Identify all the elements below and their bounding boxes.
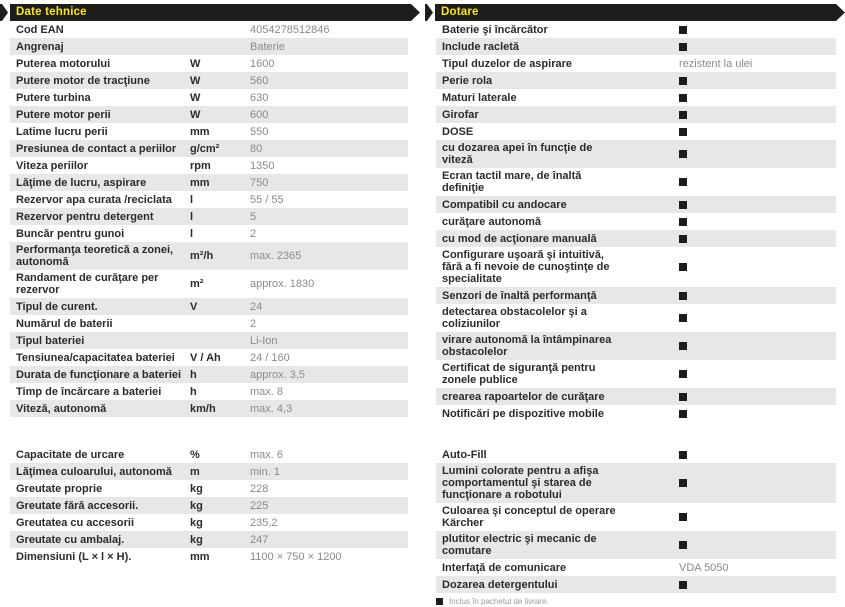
equipment-table [436,21,836,422]
row-label: Putere motor perii [16,108,111,121]
feature-row [436,388,836,405]
black-square-icon [679,513,687,521]
row-value: 1350 [250,159,275,172]
spec-row [10,548,408,565]
row-label: curăţare autonomă [442,215,542,228]
spec-row [10,332,408,349]
row-label: Compatibil cu andocare [442,198,567,211]
row-value: 24 [250,300,263,313]
row-included-cell [679,314,836,322]
row-unit: m²/h [190,250,214,262]
row-value: 750 [250,176,269,189]
row-included-cell [679,410,836,418]
row-label: Cod EAN [16,23,64,36]
black-square-icon [679,235,687,243]
row-label: Senzori de înaltă performanţă [442,289,597,302]
row-label: plutitor electric şi mecanic de comutare [442,533,597,557]
row-unit: m² [190,278,204,290]
spec-row [10,21,408,38]
row-label: Angrenaj [16,40,64,53]
feature-row [436,213,836,230]
row-value: 630 [250,91,269,104]
spec-row [10,463,408,480]
row-value: min. 1 [250,465,280,478]
equipment-section [425,4,845,606]
black-square-icon [679,26,687,34]
row-value: 80 [250,142,263,155]
row-label: Rezervor pentru detergent [16,210,154,223]
spec-row [10,349,408,366]
row-label: Maturi laterale [442,91,517,104]
row-value: 1600 [250,57,275,70]
row-label: Greutate proprie [16,482,103,495]
row-label: Culoarea şi conceptul de operare Kärcher [442,505,616,529]
row-value: max. 4,3 [250,402,293,415]
row-unit: W [190,74,201,87]
row-included-cell [679,26,836,34]
feature-row [436,38,836,55]
row-label: Presiunea de contact a periilor [16,142,177,155]
spec-row [10,174,408,191]
row-unit: l [190,210,194,223]
row-label: Viteza periilor [16,159,88,172]
row-label: Girofar [442,108,479,121]
row-label: Greutate cu ambalaj. [16,533,125,546]
row-unit: kg [190,499,203,512]
feature-row [436,360,836,388]
row-included-cell [679,178,836,186]
row-unit: g/cm² [190,142,220,155]
row-label: Configurare uşoară şi intuitivă, fără a fi nevoie de cunoştinţe de specialitate [442,249,610,285]
row-included-cell [679,581,836,589]
weights-dimensions-table [10,446,408,565]
included-square-icon [436,598,443,605]
row-label: Capacitate de urcare [16,448,125,461]
black-square-icon [679,581,687,589]
row-value: max. 2365 [250,250,302,262]
ribbon-bar [435,4,836,21]
row-included-cell [679,94,836,102]
row-value: Li-Ion [250,334,278,347]
row-included-cell [679,370,836,378]
row-unit: W [190,108,201,121]
row-label: Lumini colorate pentru a afişa comportamentul şi starea de funcţionare a robotului [442,465,599,501]
spec-row [10,400,408,417]
row-unit: kg [190,516,203,529]
row-value: 2 [250,227,257,240]
row-value: Baterie [250,40,285,53]
row-label: Lăţimea culoarului, autonomă [16,465,172,478]
row-unit: W [190,57,201,70]
spec-row [10,140,408,157]
ribbon-bar [10,4,411,21]
row-value: 235,2 [250,516,278,529]
row-included-cell [679,128,836,136]
feature-row [436,72,836,89]
row-unit: kg [190,482,203,495]
spec-row [10,123,408,140]
legend-footnote [436,597,845,606]
row-label: Randament de curăţare per rezervor [16,272,159,296]
row-unit: mm [190,125,210,138]
feature-row [436,531,836,559]
spec-row [10,38,408,55]
row-included-cell [679,150,836,158]
row-value: 228 [250,482,269,495]
feature-row [436,168,836,196]
ribbon-arrow-tip-icon [411,4,420,21]
spec-row [10,514,408,531]
row-unit: mm [190,550,210,563]
technical-data-section [0,4,420,565]
spec-row [10,72,408,89]
black-square-icon [679,342,687,350]
black-square-icon [679,111,687,119]
row-included-cell [679,235,836,243]
row-label: Ecran tactil mare, de înaltă definiţie [442,170,582,194]
row-label: Certificat de siguranţă pentru zonele publice [442,362,596,386]
row-label: cu mod de acţionare manuală [442,232,597,245]
row-value: 55 / 55 [250,193,284,206]
row-label: Tipul de curent. [16,300,98,313]
row-unit: V [190,300,198,313]
row-value: approx. 1830 [250,278,315,290]
row-label: Interfaţă de comunicare [442,561,567,574]
feature-row [436,106,836,123]
row-value: rezistent la ulei [679,57,753,70]
row-included-cell [679,541,836,549]
spec-row [10,270,408,298]
spec-row [10,298,408,315]
row-label: Putere turbina [16,91,91,104]
feature-row [436,287,836,304]
feature-row [436,503,836,531]
feature-row [436,576,836,593]
black-square-icon [679,263,687,271]
row-included-cell [679,342,836,350]
feature-row [436,123,836,140]
row-value: max. 6 [250,448,284,461]
feature-row [436,247,836,287]
row-label: DOSE [442,125,474,138]
spec-row [10,191,408,208]
row-unit: W [190,91,201,104]
black-square-icon [679,201,687,209]
technical-data-header-ribbon [0,4,420,21]
row-value: 24 / 160 [250,351,290,364]
row-unit: l [190,193,194,206]
feature-row [436,332,836,360]
technical-data-title: Date tehnice [16,6,87,18]
row-unit: km/h [190,402,216,415]
feature-row [436,559,836,576]
feature-row [436,196,836,213]
spec-row [10,106,408,123]
row-included-cell [679,513,836,521]
row-value: approx. 3,5 [250,368,306,381]
row-label: Putere motor de tracţiune [16,74,150,87]
row-value: 2 [250,317,257,330]
row-value: 560 [250,74,269,87]
row-label: virare autonomă la întâmpinarea obstacolelor [442,334,612,358]
row-included-cell [679,479,836,487]
black-square-icon [679,178,687,186]
equipment-title: Dotare [441,6,479,18]
row-included-cell [679,77,836,85]
row-value: 247 [250,533,269,546]
row-unit: V / Ah [190,351,221,364]
row-value: 550 [250,125,269,138]
row-label: Greutatea cu accesorii [16,516,135,529]
footnote-text: Inclus în pachetul de livrare. [449,597,549,606]
black-square-icon [679,410,687,418]
row-label: Auto-Fill [442,448,487,461]
black-square-icon [679,451,687,459]
feature-row [436,89,836,106]
row-included-cell [679,263,836,271]
row-label: Viteză, autonomă [16,402,107,415]
spec-row [10,225,408,242]
row-value: 225 [250,499,269,512]
row-value: max. 8 [250,385,284,398]
black-square-icon [679,541,687,549]
row-label: Perie rola [442,74,493,87]
row-label: Numărul de baterii [16,317,113,330]
ribbon-notch-icon [425,4,433,21]
row-included-cell [679,111,836,119]
row-label: Lăţime de lucru, aspirare [16,176,147,189]
feature-row [436,230,836,247]
equipment-table-bottom [436,446,836,593]
spec-row [10,480,408,497]
feature-row [436,55,836,72]
feature-row [436,405,836,422]
spec-row [10,89,408,106]
spec-row [10,446,408,463]
black-square-icon [679,94,687,102]
row-label: Greutate fără accesorii. [16,499,139,512]
spec-row [10,383,408,400]
row-value: VDA 5050 [679,561,729,574]
row-value: 600 [250,108,269,121]
black-square-icon [679,370,687,378]
spec-row [10,315,408,332]
spec-row [10,55,408,72]
row-label: Timp de încărcare a bateriei [16,385,162,398]
black-square-icon [679,150,687,158]
black-square-icon [679,393,687,401]
equipment-header-ribbon [425,4,845,21]
spec-row [10,497,408,514]
row-included-cell [679,393,836,401]
row-label: cu dozarea apei în funcţie de viteză [442,142,593,166]
row-included-cell [679,451,836,459]
row-value: 5 [250,210,257,223]
row-label: Durata de funcţionare a bateriei [16,368,182,381]
row-included-cell [679,292,836,300]
row-label: crearea rapoartelor de curăţare [442,390,605,403]
black-square-icon [679,77,687,85]
spec-row [10,242,408,270]
spec-row [10,366,408,383]
row-unit: kg [190,533,203,546]
spec-row [10,157,408,174]
row-label: Rezervor apa curata /reciclata [16,193,172,206]
black-square-icon [679,292,687,300]
ribbon-arrow-tip-icon [836,4,845,21]
feature-row [436,463,836,503]
row-label: Tensiunea/capacitatea bateriei [16,351,175,364]
row-label: Include racletă [442,40,520,53]
row-label: Dimensiuni (L × l × H). [16,550,132,563]
black-square-icon [679,43,687,51]
row-label: Notificări pe dispozitive mobile [442,407,604,420]
row-label: Puterea motorului [16,57,111,70]
row-included-cell [679,43,836,51]
spec-row [10,208,408,225]
row-unit: l [190,227,194,240]
row-value: 1100 × 750 × 1200 [250,550,342,563]
feature-row [436,446,836,463]
row-label: Tipul bateriei [16,334,85,347]
ribbon-notch-icon [0,4,8,21]
black-square-icon [679,128,687,136]
row-label: detectarea obstacolelor şi a coliziunilor [442,306,587,330]
row-label: Baterie şi încărcător [442,23,548,36]
technical-data-table [10,21,408,417]
row-included-cell [679,218,836,226]
row-label: Dozarea detergentului [442,578,558,591]
row-value: 4054278512846 [250,23,330,36]
feature-row [436,21,836,38]
black-square-icon [679,314,687,322]
row-label: Performanţa teoretică a zonei, autonomă [16,244,174,268]
row-unit: m [190,465,200,478]
black-square-icon [679,218,687,226]
row-included-cell [679,201,836,209]
row-unit: h [190,368,197,381]
feature-row [436,304,836,332]
row-unit: h [190,385,197,398]
row-unit: rpm [190,159,211,172]
row-label: Latime lucru perii [16,125,108,138]
feature-row [436,140,836,168]
row-label: Tipul duzelor de aspirare [442,57,572,70]
row-unit: mm [190,176,210,189]
row-label: Buncăr pentru gunoi [16,227,125,240]
row-unit: % [190,448,200,461]
black-square-icon [679,479,687,487]
spec-row [10,531,408,548]
